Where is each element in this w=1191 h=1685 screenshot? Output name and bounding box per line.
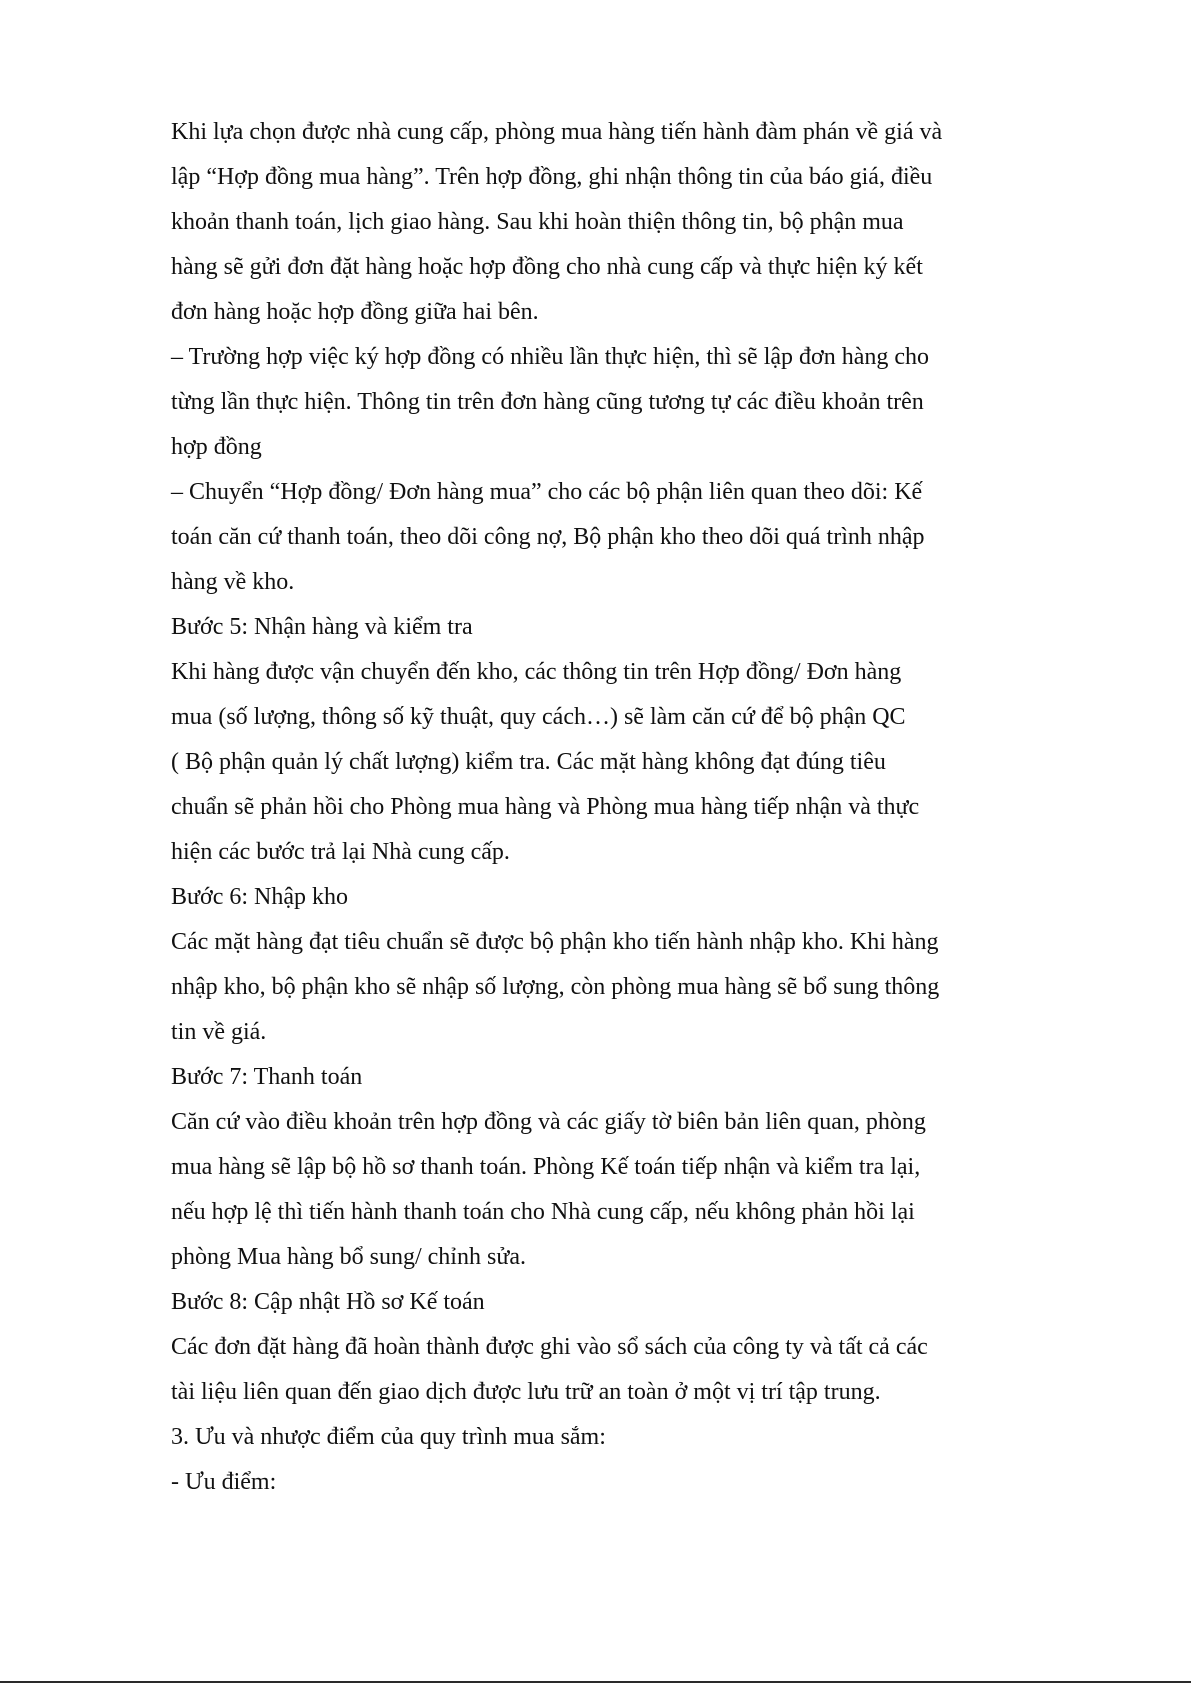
paragraph-line: ( Bộ phận quản lý chất lượng) kiểm tra. Các mặt hàng không đạt đúng tiêu (171, 749, 886, 775)
section-heading: 3. Ưu và nhược điểm của quy trình mua sắm: (171, 1424, 606, 1450)
step-heading: Bước 6: Nhập kho (171, 884, 349, 910)
list-item-line: hợp đồng (171, 434, 262, 460)
paragraph-line: Các đơn đặt hàng đã hoàn thành được ghi vào sổ sách của công ty và tất cả các (171, 1334, 928, 1360)
list-item-line: – Trường hợp việc ký hợp đồng có nhiều lần thực hiện, thì sẽ lập đơn hàng cho (171, 344, 930, 370)
list-item-line: từng lần thực hiện. Thông tin trên đơn hàng cũng tương tự các điều khoản trên (171, 389, 924, 415)
page-bottom-rule (0, 1681, 1191, 1683)
paragraph-line: lập “Hợp đồng mua hàng”. Trên hợp đồng, ghi nhận thông tin của báo giá, điều (171, 164, 933, 190)
paragraph-line: Căn cứ vào điều khoản trên hợp đồng và các giấy tờ biên bản liên quan, phòng (171, 1109, 926, 1135)
paragraph-line: đơn hàng hoặc hợp đồng giữa hai bên. (171, 299, 539, 325)
document-body (171, 110, 1021, 1505)
step-heading: Bước 7: Thanh toán (171, 1064, 363, 1090)
paragraph-line: Khi lựa chọn được nhà cung cấp, phòng mua hàng tiến hành đàm phán về giá và (171, 119, 943, 145)
list-item-line: hàng về kho. (171, 569, 295, 595)
paragraph-line: phòng Mua hàng bổ sung/ chỉnh sửa. (171, 1244, 526, 1270)
paragraph-line: nhập kho, bộ phận kho sẽ nhập số lượng, còn phòng mua hàng sẽ bổ sung thông (171, 974, 940, 1000)
step-heading: Bước 8: Cập nhật Hồ sơ Kế toán (171, 1289, 485, 1315)
paragraph-line: nếu hợp lệ thì tiến hành thanh toán cho Nhà cung cấp, nếu không phản hồi lại (171, 1199, 915, 1225)
subsection-heading: - Ưu điểm: (171, 1469, 277, 1495)
paragraph-line: mua hàng sẽ lập bộ hồ sơ thanh toán. Phòng Kế toán tiếp nhận và kiểm tra lại, (171, 1154, 921, 1180)
paragraph-line: hiện các bước trả lại Nhà cung cấp. (171, 839, 510, 865)
list-item-line: toán căn cứ thanh toán, theo dõi công nợ, Bộ phận kho theo dõi quá trình nhập (171, 524, 925, 550)
paragraph-line: Khi hàng được vận chuyển đến kho, các thông tin trên Hợp đồng/ Đơn hàng (171, 659, 902, 685)
paragraph-line: khoản thanh toán, lịch giao hàng. Sau khi hoàn thiện thông tin, bộ phận mua (171, 209, 904, 235)
list-item-line: – Chuyển “Hợp đồng/ Đơn hàng mua” cho các bộ phận liên quan theo dõi: Kế (171, 479, 923, 505)
paragraph-line: mua (số lượng, thông số kỹ thuật, quy cách…) sẽ làm căn cứ để bộ phận QC (171, 704, 906, 730)
paragraph-line: tài liệu liên quan đến giao dịch được lưu trữ an toàn ở một vị trí tập trung. (171, 1379, 881, 1405)
paragraph-line: hàng sẽ gửi đơn đặt hàng hoặc hợp đồng cho nhà cung cấp và thực hiện ký kết (171, 254, 923, 280)
paragraph-line: chuẩn sẽ phản hồi cho Phòng mua hàng và Phòng mua hàng tiếp nhận và thực (171, 794, 920, 820)
paragraph-line: tin về giá. (171, 1019, 267, 1045)
step-heading: Bước 5: Nhận hàng và kiểm tra (171, 614, 473, 640)
paragraph-line: Các mặt hàng đạt tiêu chuẩn sẽ được bộ phận kho tiến hành nhập kho. Khi hàng (171, 929, 939, 955)
